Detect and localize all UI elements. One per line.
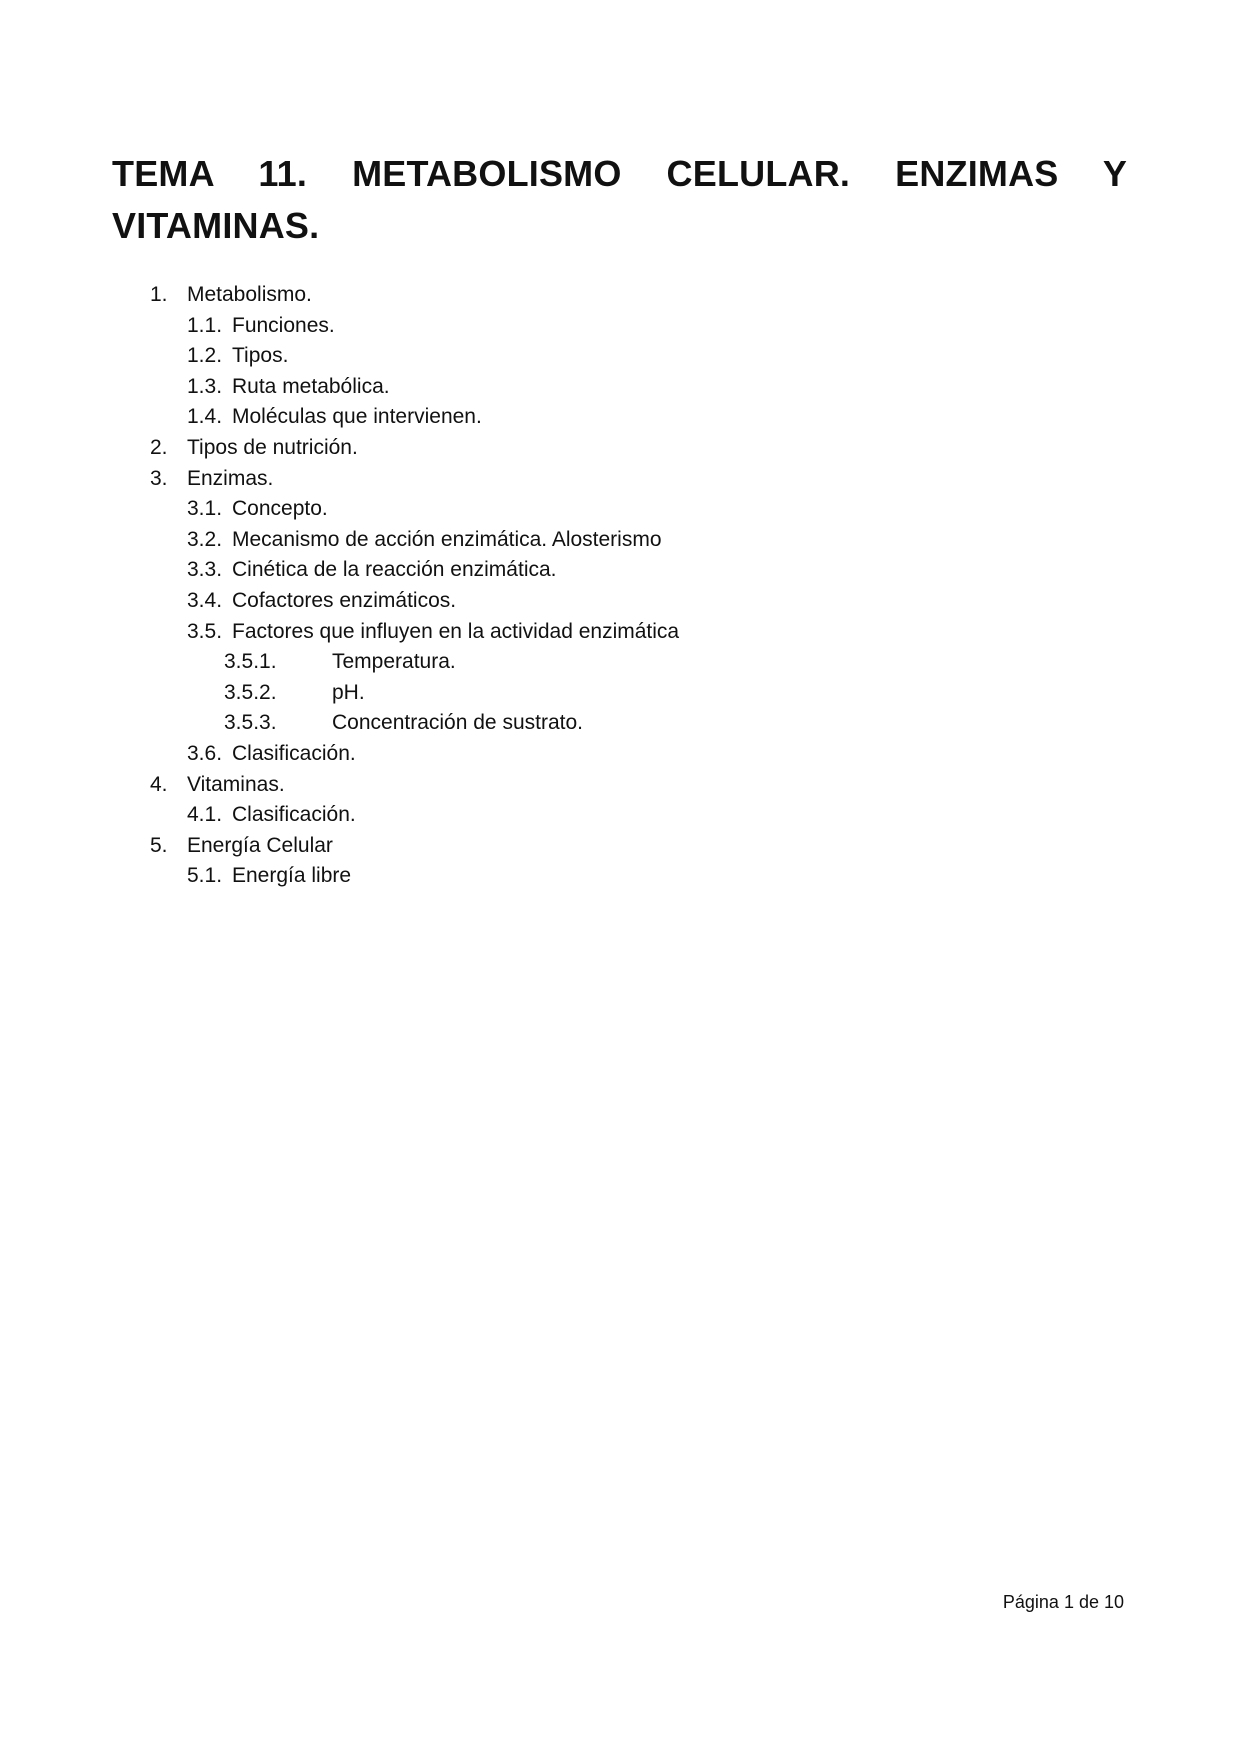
toc-item-label: Cofactores enzimáticos. — [232, 588, 457, 612]
toc-item-label: Moléculas que intervienen. — [232, 405, 482, 429]
toc-item-label: Factores que influyen en la actividad enzimática — [232, 619, 680, 643]
toc-item-number: 1. — [150, 283, 168, 306]
toc-item — [0, 311, 1241, 342]
toc-item — [0, 770, 1241, 801]
toc-item-number: 4.1. — [187, 803, 223, 827]
toc-item — [0, 402, 1241, 433]
toc-item — [0, 586, 1241, 617]
toc-item-number: 2. — [150, 435, 168, 459]
toc-item-label: Metabolismo. — [187, 283, 312, 306]
toc-item-number: 3.4. — [187, 588, 223, 612]
toc-item-label: Cinética de la reacción enzimática. — [232, 558, 557, 582]
toc-item — [0, 525, 1241, 556]
toc-item — [0, 617, 1241, 648]
toc-item-label: Concentración de sustrato. — [332, 711, 583, 735]
toc-item — [0, 372, 1241, 403]
toc-item-label: Temperatura. — [332, 650, 456, 674]
title-word: Y — [1102, 153, 1128, 194]
title-word: 11. — [258, 153, 308, 194]
table-of-contents — [0, 280, 1241, 892]
title-word: TEMA — [112, 153, 214, 194]
toc-item-label: Tipos de nutrición. — [187, 435, 358, 459]
toc-item-label: Tipos. — [232, 344, 289, 368]
toc-item-number: 3.2. — [187, 527, 223, 551]
toc-item — [0, 464, 1241, 495]
toc-item-number: 3.5.1. — [224, 650, 277, 674]
toc-item-number: 4. — [150, 772, 168, 796]
toc-item-number: 1.4. — [187, 405, 223, 429]
toc-item — [0, 433, 1241, 464]
toc-item-label: Funciones. — [232, 313, 335, 337]
toc-item-label: Clasificación. — [232, 803, 356, 827]
toc-item-number: 1.2. — [187, 344, 223, 368]
toc-item-number: 1.1. — [187, 313, 223, 337]
toc-item — [0, 494, 1241, 525]
toc-item-number: 3. — [150, 466, 168, 490]
title-word: METABOLISMO — [352, 153, 622, 194]
toc-item-label: Clasificación. — [232, 741, 356, 765]
toc-item-number: 5.1. — [187, 864, 223, 888]
toc-item-number: 3.3. — [187, 558, 223, 582]
toc-item-number: 3.5.3. — [224, 711, 277, 735]
toc-item-label: Energía Celular — [187, 833, 333, 857]
toc-item-number: 5. — [150, 833, 168, 857]
toc-item — [0, 341, 1241, 372]
toc-item-number: 3.1. — [187, 497, 223, 521]
title-line-1 — [112, 148, 1127, 200]
toc-item — [0, 678, 1241, 709]
toc-item — [0, 708, 1241, 739]
toc-item — [0, 800, 1241, 831]
toc-item-label: Vitaminas. — [187, 772, 285, 796]
toc-item-label: Concepto. — [232, 497, 328, 521]
toc-item — [0, 739, 1241, 770]
toc-item — [0, 831, 1241, 862]
toc-item-label: Ruta metabólica. — [232, 374, 390, 398]
title-word: ENZIMAS — [895, 153, 1059, 194]
toc-item-label: Energía libre — [232, 864, 352, 888]
toc-item-number: 3.5. — [187, 619, 223, 643]
toc-item — [0, 280, 1241, 311]
toc-item-number: 1.3. — [187, 374, 223, 398]
toc-item-number: 3.5.2. — [224, 680, 277, 704]
toc-item — [0, 861, 1241, 892]
toc-item — [0, 647, 1241, 678]
toc-item-number: 3.6. — [187, 741, 223, 765]
toc-item-label: Enzimas. — [187, 466, 274, 490]
toc-item-label: Mecanismo de acción enzimática. Alosterismo — [232, 527, 662, 551]
toc-item-label: pH. — [332, 680, 365, 704]
page-title — [112, 148, 1127, 252]
title-word: CELULAR. — [666, 153, 851, 194]
toc-item — [0, 555, 1241, 586]
title-line-2: VITAMINAS. — [112, 205, 320, 246]
page-number-footer: Página 1 de 10 — [1002, 1592, 1124, 1612]
